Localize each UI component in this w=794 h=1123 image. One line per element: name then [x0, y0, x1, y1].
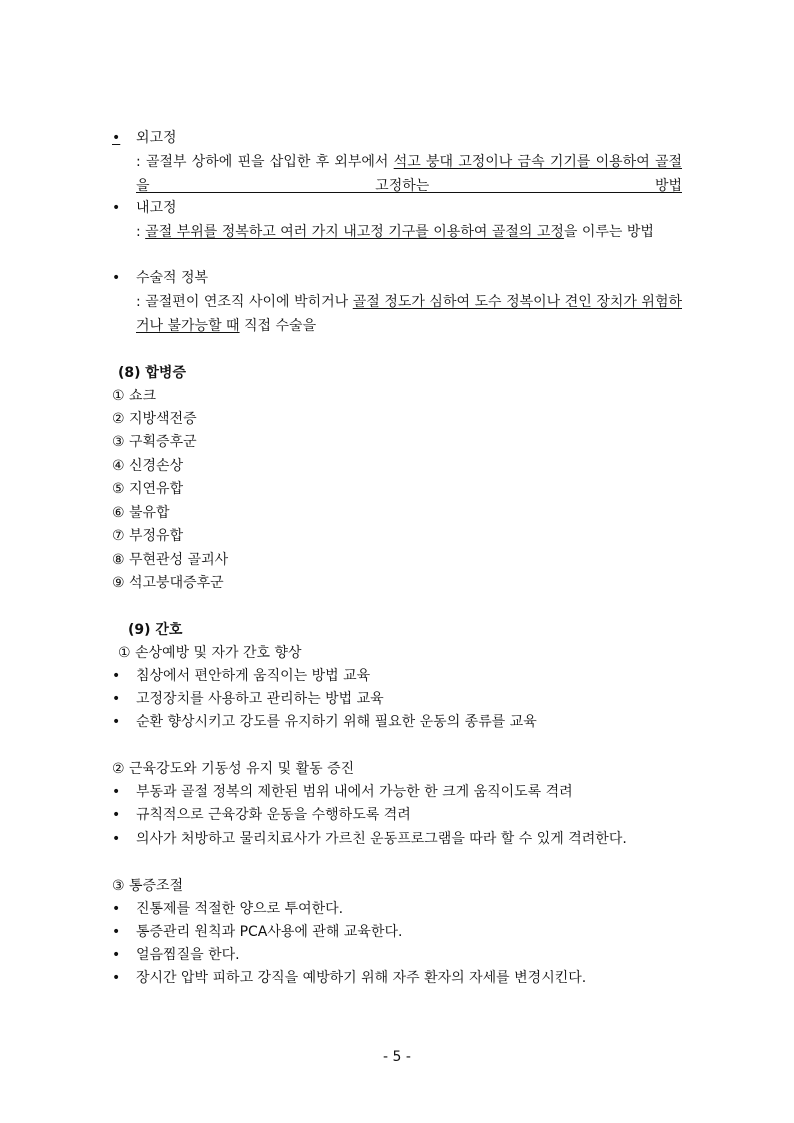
nursing-bullet: 진통제를 적절한 양으로 투여한다.	[136, 901, 344, 917]
bullet-marker: •	[112, 947, 121, 963]
fixation-desc-internal: : 골절 부위를 정복하고 여러 가지 내고정 기구를 이용하여 골절의 고정을 이루는 방법	[136, 224, 654, 240]
nursing-bullet: 규칙적으로 근육강화 운동을 수행하도록 격려	[136, 807, 411, 823]
fixation-desc-external: : 골절부 상하에 핀을 삽입한 후 외부에서 석고 붕대 고정이나 금속 기기를 이용하여 골절을 고정하는 방법	[136, 154, 682, 194]
complication-item: ⑧ 무현관성 골괴사	[112, 552, 229, 568]
bullet-marker: •	[112, 200, 121, 216]
bullet-marker: •	[112, 831, 121, 847]
bullet-marker: •	[112, 970, 121, 986]
complication-item: ⑦ 부정유합	[112, 528, 184, 544]
bullet-marker: •	[112, 807, 121, 823]
bullet-marker: •	[112, 691, 121, 707]
complication-item: ① 쇼크	[112, 388, 157, 404]
bullet-marker: •	[112, 668, 121, 684]
nursing-bullet: 고정장치를 사용하고 관리하는 방법 교육	[136, 691, 384, 707]
nursing-section-title: ① 손상예방 및 자가 간호 향상	[118, 645, 302, 661]
nursing-bullet: 순환 향상시키고 강도를 유지하기 위해 필요한 운동의 종류를 교육	[136, 714, 537, 730]
complication-item: ⑨ 석고붕대증후군	[112, 575, 224, 591]
nursing-bullet: 얼음찜질을 한다.	[136, 947, 240, 963]
page-number: - 5 -	[383, 1049, 411, 1065]
nursing-bullet: 의사가 처방하고 물리치료사가 가르친 운동프로그램을 따라 할 수 있게 격려한다.	[136, 831, 627, 847]
bullet-marker: •	[112, 924, 121, 940]
complication-item: ② 지방색전증	[112, 411, 197, 427]
bullet-marker: •	[112, 901, 121, 917]
nursing-bullet: 침상에서 편안하게 움직이는 방법 교육	[136, 668, 371, 684]
nursing-section-title: ② 근육강도와 기동성 유지 및 활동 증진	[112, 761, 355, 777]
fixation-title-surgical: 수술적 정복	[136, 270, 209, 286]
nursing-bullet: 장시간 압박 피하고 강직을 예방하기 위해 자주 환자의 자세를 변경시킨다.	[136, 970, 587, 986]
bullet-marker: •	[112, 784, 121, 800]
complications-heading: (8) 합병증	[118, 365, 186, 381]
bullet-marker: •	[112, 714, 121, 730]
bullet-marker: •	[112, 270, 121, 286]
fixation-title-external: 외고정	[136, 130, 177, 146]
complication-item: ④ 신경손상	[112, 458, 184, 474]
bullet-marker: •	[112, 130, 121, 146]
nursing-bullet: 부동과 골절 정복의 제한된 범위 내에서 가능한 한 크게 움직이도록 격려	[136, 784, 573, 800]
nursing-section-title: ③ 통증조절	[112, 878, 184, 894]
complication-item: ⑥ 불유합	[112, 505, 170, 521]
fixation-title-internal: 내고정	[136, 200, 177, 216]
nursing-heading: (9) 간호	[128, 622, 183, 638]
nursing-bullet: 통증관리 원칙과 PCA사용에 관해 교육한다.	[136, 924, 403, 940]
complication-item: ⑤ 지연유합	[112, 481, 184, 497]
complication-item: ③ 구획증후군	[112, 434, 197, 450]
fixation-desc-surgical: : 골절편이 연조직 사이에 박히거나 골절 정도가 심하여 도수 정복이나 견인 장치가 위험하거나 불가능할 때 직접 수술을	[136, 294, 682, 334]
